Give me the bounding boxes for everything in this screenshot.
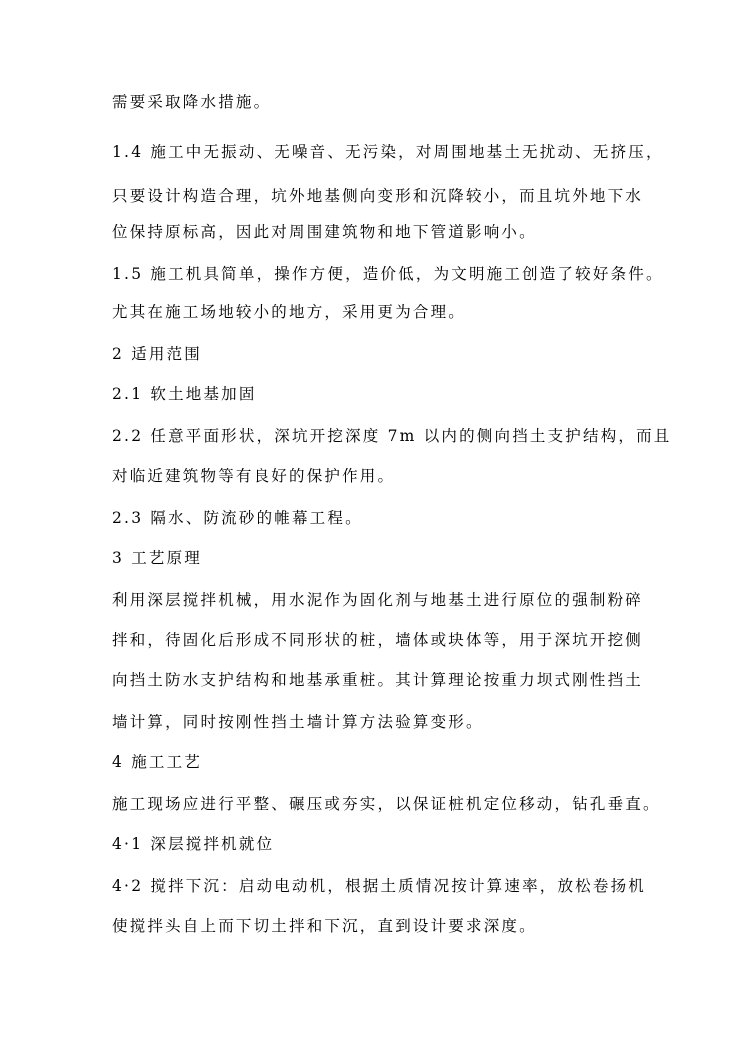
- text-line: 需要采取降水措施。: [112, 93, 272, 111]
- subsection-heading: 2.1 软土地基加固: [112, 385, 257, 403]
- text-line: 拌和，待固化后形成不同形状的桩，墙体或块体等，用于深坑开挖侧: [112, 631, 644, 649]
- text-line: 使搅拌头自上而下切土拌和下沉，直到设计要求深度。: [112, 917, 537, 935]
- text-line: 向挡土防水支护结构和地基承重桩。其计算理论按重力坝式刚性挡土: [112, 671, 644, 689]
- text-line: 2.3 隔水、防流砂的帷幕工程。: [112, 509, 363, 527]
- text-line: 2.2 任意平面形状，深坑开挖深度 7m 以内的侧向挡土支护结构，而且: [112, 427, 672, 445]
- text-line: 墙计算，同时按刚性挡土墙计算方法验算变形。: [112, 713, 484, 731]
- section-heading: 3 工艺原理: [112, 549, 202, 567]
- section-heading: 4 施工工艺: [112, 753, 202, 771]
- text-line: 利用深层搅拌机械，用水泥作为固化剂与地基土进行原位的强制粉碎: [112, 591, 644, 609]
- text-line: 位保持原标高，因此对周围建筑物和地下管道影响小。: [112, 223, 537, 241]
- text-line: 4·2 搅拌下沉：启动电动机，根据土质情况按计算速率，放松卷扬机: [112, 877, 646, 895]
- subsection-heading: 4·1 深层搅拌机就位: [112, 835, 275, 853]
- text-line: 只要设计构造合理，坑外地基侧向变形和沉降较小，而且坑外地下水: [112, 187, 644, 205]
- text-line: 尤其在施工场地较小的地方，采用更为合理。: [112, 303, 467, 321]
- text-line: 1.4 施工中无振动、无噪音、无污染，对周围地基土无扰动、无挤压，: [112, 143, 664, 161]
- text-line: 对临近建筑物等有良好的保护作用。: [112, 467, 396, 485]
- section-heading: 2 适用范围: [112, 345, 202, 363]
- text-line: 施工现场应进行平整、碾压或夯实，以保证桩机定位移动，钻孔垂直。: [112, 795, 661, 813]
- text-line: 1.5 施工机具简单，操作方便，造价低，为文明施工创造了较好条件。: [112, 265, 664, 283]
